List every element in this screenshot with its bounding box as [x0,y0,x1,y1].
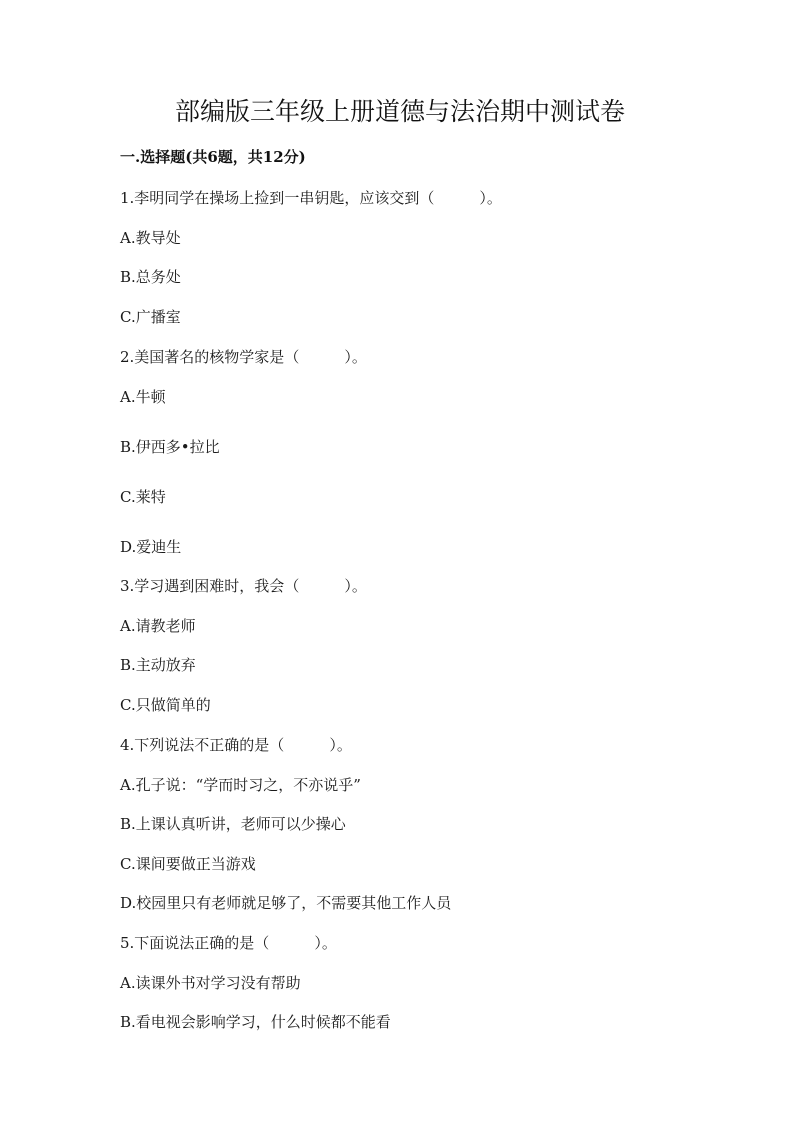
question-2-stem: 2.美国著名的核物学家是（ ）。 [120,348,367,366]
question-5-stem: 5.下面说法正确的是（ ）。 [120,934,337,952]
question-1-option-a: A.教导处 [120,229,181,247]
question-4-option-d: D.校园里只有老师就足够了，不需要其他工作人员 [120,894,452,912]
question-3-option-b: B.主动放弃 [120,656,196,674]
question-2-option-c: C.莱特 [120,488,166,506]
question-2-option-b: B.伊西多•拉比 [120,438,220,456]
question-4-option-c: C.课间要做正当游戏 [120,855,256,873]
question-3-option-a: A.请教老师 [120,617,196,635]
question-2-option-a: A.牛顿 [120,388,166,406]
question-1-option-b: B.总务处 [120,268,181,286]
question-1-stem: 1.李明同学在操场上捡到一串钥匙，应该交到（ ）。 [120,189,502,207]
question-4-option-b: B.上课认真听讲，老师可以少操心 [120,815,346,833]
question-5-option-a: A.读课外书对学习没有帮助 [120,974,301,992]
question-5-option-b: B.看电视会影响学习，什么时候都不能看 [120,1013,391,1031]
page-title: 部编版三年级上册道德与法治期中测试卷 [174,97,625,126]
question-3-stem: 3.学习遇到困难时，我会（ ）。 [120,577,367,595]
question-3-option-c: C.只做简单的 [120,696,211,714]
question-4-option-a: A.孔子说：“学而时习之，不亦说乎” [120,776,361,794]
question-4-stem: 4.下列说法不正确的是（ ）。 [120,736,352,754]
section-heading: 一.选择题(共6题，共12分) [120,148,306,166]
question-1-option-c: C.广播室 [120,308,181,326]
question-2-option-d: D.爱迪生 [120,538,182,556]
